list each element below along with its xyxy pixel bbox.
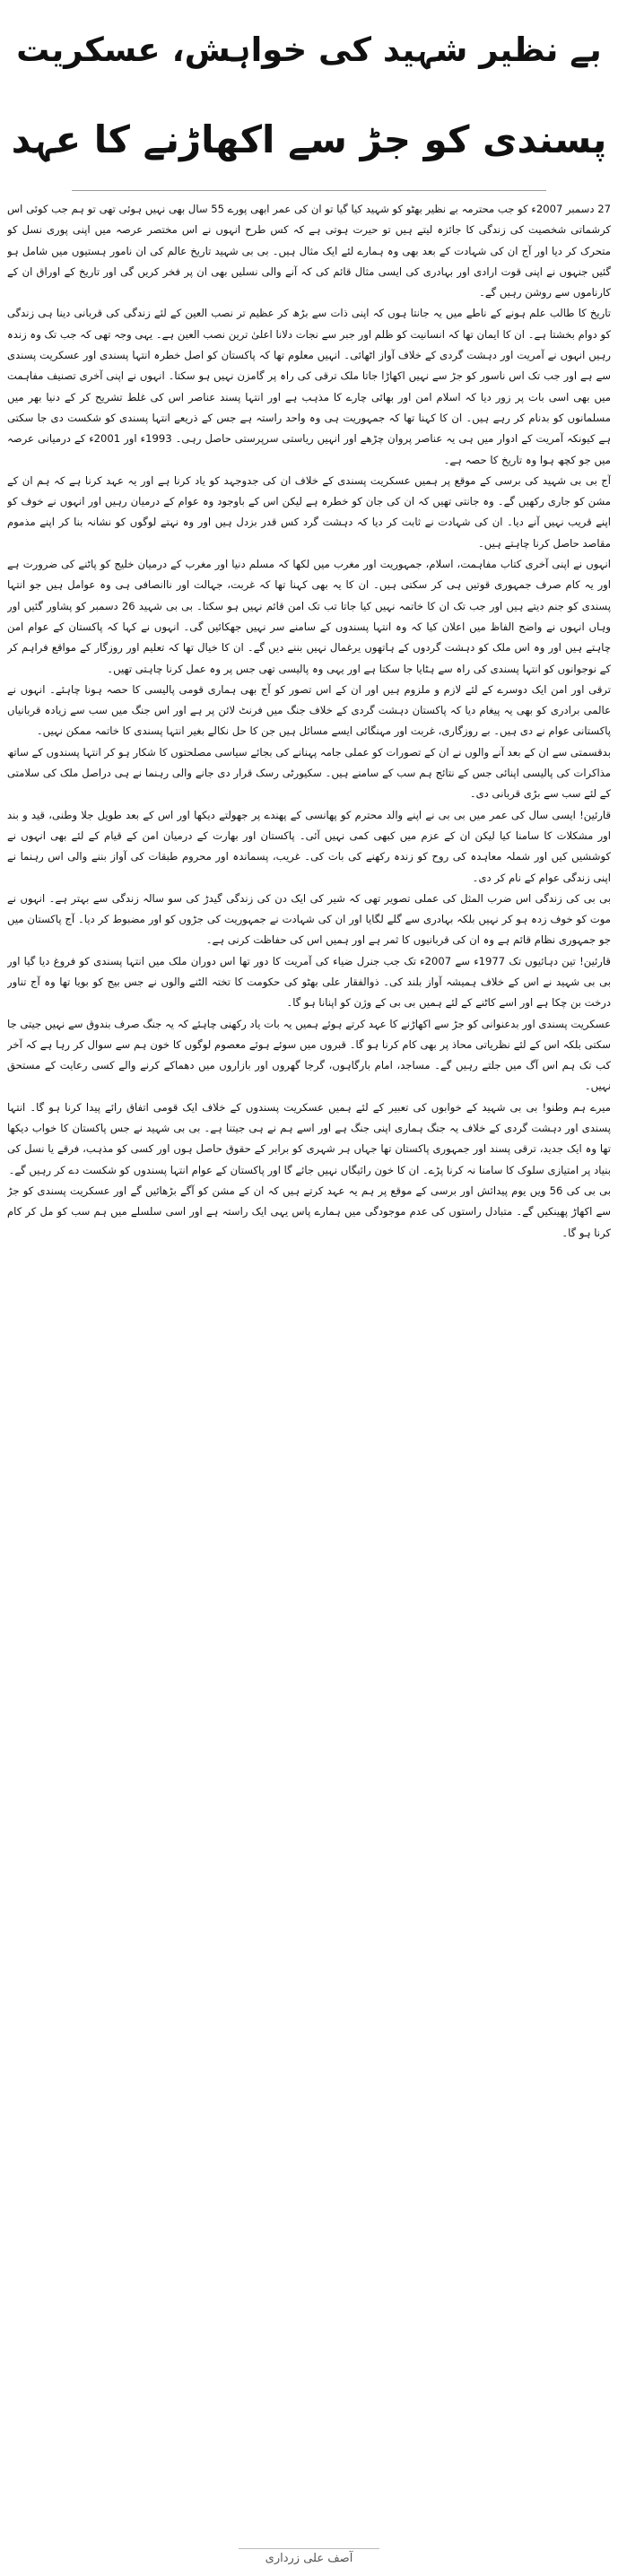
paragraph: میرے ہم وطنو! بی بی شہید کے خوابوں کی تعبیر کے لئے ہمیں عسکریت پسندوں کے خلاف ایک قومی اتفاق رائے پیدا کرنا ہو گا۔ انتہا پسندی اور دہشت گردی کے خلاف یہ جنگ ہماری اپنی جنگ ہے اور اسے ہم نے ہی جیتنا ہے۔ بی بی شہید نے جس پاکستان کا خواب دیکھا تھا وہ ایک جدید، ترقی پسند اور جمہوری پاکستان تھا جہاں ہر شہری کو برابر کے حقوق حاصل ہوں اور کسی کو مذہب، فرقے یا نسل کی بنیاد پر امتیازی سلوک کا سامنا نہ کرنا پڑے۔ ان کا خون رائیگاں نہیں جائے گا اور پاکستان کے عوام انتہا پسندوں کو شکست دے کر رہیں گے۔ [7, 1100, 611, 1176]
headline-divider [72, 190, 546, 191]
paragraph: ترقی اور امن ایک دوسرے کے لئے لازم و ملزوم ہیں اور ان کے اس تصور کو آج بھی ہماری قومی پالیسی کا حصہ ہونا چاہئے۔ انہوں نے عالمی برادری کو بھی یہ پیغام دیا کہ پاکستان دہشت گردی کے خلاف جنگ میں فرنٹ لائن پر ہے اور اس جنگ میں سب سے زیادہ قربانیاں پاکستانی عوام نے دی ہیں۔ بے روزگاری، غربت اور مہنگائی ایسے مسائل ہیں جن کا حل نکالے بغیر انتہا پسندی کا خاتمہ ممکن نہیں۔ [7, 682, 611, 738]
headline-line-1: بے نظیر شہید کی خواہش، عسکریت [16, 30, 602, 69]
paragraph: عسکریت پسندی اور بدعنوانی کو جڑ سے اکھاڑنے کا عہد کرتے ہوئے ہمیں یہ بات یاد رکھنی چاہئے کہ یہ جنگ صرف بندوق سے نہیں جیتی جا سکتی بلکہ اس کے لئے نظریاتی محاذ پر بھی کام کرنا ہو گا۔ قبروں میں سوئے ہوئے معصوم لوگوں کا خون ہم سے سوال کر رہا ہے کہ آخر کب تک ہم اس آگ میں جلتے رہیں گے۔ مساجد، امام بارگاہوں، گرجا گھروں اور بازاروں میں دھماکے کرنے والے کسی رعایت کے مستحق نہیں۔ [7, 1017, 611, 1093]
paragraph: بی بی کی 56 ویں یوم پیدائش اور برسی کے موقع پر ہم یہ عہد کرتے ہیں کہ ان کے مشن کو آگے بڑھائیں گے اور عسکریت پسندی کو جڑ سے اکھاڑ پھینکیں گے۔ متبادل راستوں کی عدم موجودگی میں ہمارے پاس یہی ایک راستہ ہے اور اسی سلسلے میں ہم سب کو مل کر کام کرنا ہو گا۔ [7, 1184, 611, 1239]
paragraph: بدقسمتی سے ان کے بعد آنے والوں نے ان کے تصورات کو عملی جامہ پہنانے کی بجائے سیاسی مصلحتوں کا شکار ہو کر انتہا پسندوں کے ساتھ مذاکرات کی پالیسی اپنائی جس کے نتائج ہم سب کے سامنے ہیں۔ سکیورٹی رسک قرار دی جانے والی رہنما نے ہی دراصل ملک کی سلامتی کے لئے سب سے بڑی قربانی دی۔ [7, 745, 611, 801]
paragraph: قارئین! ایسی سال کی عمر میں بی بی نے اپنے والد محترم کو پھانسی کے پھندے پر جھولتے دیکھا اور اس کے بعد طویل جلا وطنی، قید و بند اور مشکلات کا سامنا کیا لیکن ان کے عزم میں کبھی کمی نہیں آئی۔ پاکستان اور بھارت کے درمیان امن کے قیام کے لئے بھی انہوں نے کوششیں کیں اور شملہ معاہدہ کی روح کو زندہ رکھنے کی بات کی۔ غریب، پسماندہ اور محروم طبقات کی آواز بننے والی اس رہنما نے اپنی زندگی عوام کے نام کر دی۔ [7, 808, 611, 884]
paragraph: بی بی کی زندگی اس ضرب المثل کی عملی تصویر تھی کہ شیر کی ایک دن کی زندگی گیدڑ کی سو سالہ زندگی سے بہتر ہے۔ انہوں نے موت کو خوف زدہ ہو کر نہیں بلکہ بہادری سے گلے لگایا اور ان کی شہادت نے جمہوریت کی جڑوں کو اور مضبوط کر دیا۔ آج پاکستان میں جو جمہوری نظام قائم ہے وہ ان کی قربانیوں کا ثمر ہے اور ہمیں اس کی حفاظت کرنی ہے۔ [7, 891, 611, 947]
paragraph: 27 دسمبر 2007ء کو جب محترمہ بے نظیر بھٹو کو شہید کیا گیا تو ان کی عمر ابھی پورے 55 سال بھی نہیں ہوئی تھی تو ہم جب کوئی اس کرشماتی شخصیت کی زندگی کا جائزہ لیتے ہیں تو حیرت ہوتی ہے کہ کس طرح انہوں نے اس مختصر عرصہ میں اپنی پوری نسل کو متحرک کر دیا اور آج ان کی شہادت کے بعد بھی وہ ہمارے لئے ایک مثال ہیں۔ بی بی شہید تاریخ عالم کی ان نامور ہستیوں میں شامل ہو گئیں جنہوں نے اپنی قوت ارادی اور بہادری کی ایسی مثال قائم کی کہ آنے والی نسلیں بھی ان پر فخر کریں گی اور تاریخ کے اوراق ان کے کارناموں سے روشن رہیں گے۔ [7, 203, 611, 299]
headline [9, 5, 609, 192]
paragraph: تاریخ کا طالب علم ہونے کے ناطے میں یہ جانتا ہوں کہ اپنی ذات سے بڑھ کر عظیم تر نصب العین کے لئے زندگی کی قربانی دینا ہی زندگی کو دوام بخشتا ہے۔ ان کا ایمان تھا کہ انسانیت کو ظلم اور جبر سے نجات دلانا اعلیٰ ترین نصب العین ہے۔ یہی وجہ تھی کہ جب تک وہ زندہ رہیں انہوں نے آمریت اور دہشت گردی کے خلاف آواز اٹھائی۔ انہیں معلوم تھا کہ پاکستان کو اصل خطرہ انتہا پسندی اور عسکریت پسندی سے ہے اور جب تک اس ناسور کو جڑ سے نہیں اکھاڑا جاتا ملک ترقی کی راہ پر گامزن نہیں ہو سکتا۔ انہوں نے اپنی آخری تصنیف مفاہمت میں بھی اسی بات پر زور دیا کہ اسلام امن اور بھائی چارے کا مذہب ہے اور انتہا پسند عناصر اس کی غلط تشریح کر کے دنیا بھر میں مسلمانوں کو بدنام کر رہے ہیں۔ ان کا کہنا تھا کہ جمہوریت ہی وہ واحد راستہ ہے جس کے ذریعے انتہا پسندی کو شکست دی جا سکتی ہے کیونکہ آمریت کے ادوار میں ہی یہ عناصر پروان چڑھے اور انہیں ریاستی سرپرستی حاصل رہی۔ 1993ء اور 2001ء کے درمیانی عرصہ میں جو کچھ ہوا وہ تاریخ کا حصہ ہے۔ [7, 307, 611, 466]
paragraph: آج بی بی شہید کی برسی کے موقع پر ہمیں عسکریت پسندی کے خلاف ان کی جدوجہد کو یاد کرنا ہے اور یہ عہد کرنا ہے کہ ہم ان کے مشن کو جاری رکھیں گے۔ وہ جانتی تھیں کہ ان کی جان کو خطرہ ہے لیکن اس کے باوجود وہ عوام کے درمیان رہیں اور انہوں نے خوف کو اپنے قریب نہیں آنے دیا۔ ان کی شہادت نے ثابت کر دیا کہ دہشت گرد کس قدر بزدل ہیں اور وہ نہتے لوگوں کو نشانہ بنا کر اپنے مذموم مقاصد حاصل کرنا چاہتے ہیں۔ [7, 473, 611, 550]
headline-line-2: پسندی کو جڑ سے اکھاڑنے کا عہد [11, 117, 607, 161]
author-name: آصف علی زرداری [239, 2548, 380, 2565]
paragraph: قارئین! تین دہائیوں تک 1977ء سے 2007ء تک جب جنرل ضیاء کی آمریت کا دور تھا اس دوران ملک میں انتہا پسندی کو فروغ دیا گیا اور بی بی شہید نے اس کے خلاف ہمیشہ آواز بلند کی۔ ذوالفقار علی بھٹو کی حکومت کا تختہ الٹنے والوں نے جس بیج کو بویا تھا وہ آج تناور درخت بن چکا ہے اور اسے کاٹنے کے لئے ہمیں بی بی کے وژن کو اپنانا ہو گا۔ [7, 954, 611, 1010]
paragraph: انہوں نے اپنی آخری کتاب مفاہمت، اسلام، جمہوریت اور مغرب میں لکھا کہ مسلم دنیا اور مغرب کے درمیان خلیج کو پاٹنے کی ضرورت ہے اور یہ کام صرف جمہوری قوتیں ہی کر سکتی ہیں۔ ان کا یہ بھی کہنا تھا کہ غربت، جہالت اور ناانصافی ہی وہ عوامل ہیں جو انتہا پسندی کو جنم دیتے ہیں اور جب تک ان کا خاتمہ نہیں کیا جاتا تب تک امن قائم نہیں ہو سکتا۔ بی بی شہید 26 دسمبر کو پشاور گئیں اور وہاں انہوں نے واضح الفاظ میں اعلان کیا کہ وہ انتہا پسندوں کے سامنے سر نہیں جھکائیں گی۔ انہوں نے کہا کہ پاکستان کے عوام امن چاہتے ہیں اور وہ اس ملک کو دہشت گردوں کے ہاتھوں یرغمال نہیں بننے دیں گے۔ ان کا خیال تھا کہ تعلیم اور روزگار کے مواقع فراہم کر کے نوجوانوں کو انتہا پسندی کی راہ سے ہٹایا جا سکتا ہے اور یہی وہ پالیسی تھی جس پر وہ عمل کرنا چاہتی تھیں۔ [7, 558, 611, 675]
author-byline [0, 2548, 618, 2572]
article-body [7, 199, 611, 2539]
